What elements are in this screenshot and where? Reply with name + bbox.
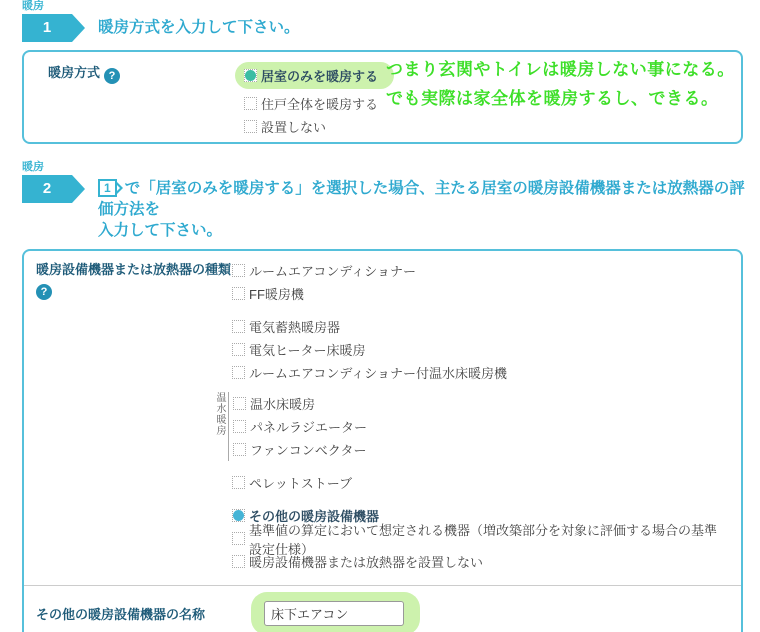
checkbox-electric-floor[interactable]: 電気ヒーター床暖房 xyxy=(232,338,729,361)
section-equipment-type xyxy=(22,161,760,632)
radio-other-equipment[interactable]: その他の暖房設備機器 xyxy=(232,504,729,527)
checkbox-icon[interactable] xyxy=(233,420,246,433)
section-2-title: 1 で「居室のみを暖房する」を選択した場合、主たる居室の暖房設備機器または放熱器の評価方法を 入力して下さい。 xyxy=(98,180,745,239)
checkbox-pellet-stove[interactable]: ペレットストーブ xyxy=(232,471,729,494)
other-equipment-name-label: その他の暖房設備機器の名称 xyxy=(36,606,206,622)
other-equipment-name-input[interactable] xyxy=(264,601,404,626)
heating-method-label: 暖房方式 ? xyxy=(48,62,244,138)
checkbox-ac-floor-heating[interactable]: ルームエアコンディショナー付温水床暖房機 xyxy=(232,361,729,384)
radio-checked-icon[interactable] xyxy=(232,509,245,522)
equipment-type-box xyxy=(22,249,743,632)
checkbox-standard-assumed-equipment[interactable]: 基準値の算定において想定される機器（増改築部分を対象に評価する場合の基準設定仕様） xyxy=(232,527,729,550)
checkbox-electric-storage[interactable]: 電気蓄熱暖房器 xyxy=(232,315,729,338)
checkbox-icon[interactable] xyxy=(232,532,245,545)
checkbox-icon[interactable] xyxy=(232,343,245,356)
help-icon[interactable]: ? xyxy=(36,284,52,300)
heating-method-box xyxy=(22,50,743,144)
radio-option-whole-dwelling[interactable]: 住戸全体を暖房する xyxy=(244,92,394,115)
section-2-header xyxy=(22,175,760,241)
help-icon[interactable]: ? xyxy=(104,68,120,84)
other-equipment-name-row xyxy=(24,586,741,632)
section-1-title: 暖房方式を入力して下さい。 xyxy=(98,19,300,36)
checkbox-icon[interactable] xyxy=(232,555,245,568)
step-badge-2: 2 xyxy=(22,175,72,203)
hot-water-group-items xyxy=(228,392,367,461)
equipment-type-label: 暖房設備機器または放熱器の種類 ? xyxy=(36,262,232,298)
section-heating-method xyxy=(22,0,760,144)
checkbox-icon[interactable] xyxy=(232,320,245,333)
radio-option-living-only[interactable] xyxy=(244,62,394,89)
checkbox-hot-water-floor[interactable]: 温水床暖房 xyxy=(233,392,367,415)
checkbox-icon[interactable] xyxy=(232,366,245,379)
checkbox-icon[interactable] xyxy=(233,443,246,456)
step-1-ref-icon: 1 xyxy=(98,179,117,197)
section-1-header xyxy=(22,14,760,42)
checkbox-icon[interactable] xyxy=(233,397,246,410)
checkbox-icon[interactable] xyxy=(232,287,245,300)
handwritten-annotation: つまり玄関やトイレは暖房しない事になる。 でも実際は家全体を暖房するし、できる。 xyxy=(386,60,735,108)
checkbox-icon[interactable] xyxy=(244,97,257,110)
radio-checked-icon[interactable] xyxy=(244,69,257,82)
checkbox-icon[interactable] xyxy=(244,120,257,133)
checkbox-panel-radiator[interactable]: パネルラジエーター xyxy=(233,415,367,438)
radio-option-none[interactable]: 設置しない xyxy=(244,115,394,138)
hot-water-group-label: 温水暖房 xyxy=(214,392,225,436)
hot-water-heating-group xyxy=(212,392,729,461)
selected-option-highlight[interactable]: 居室のみを暖房する xyxy=(235,62,394,89)
category-label: 暖房 xyxy=(22,161,44,173)
checkbox-room-ac[interactable]: ルームエアコンディショナー xyxy=(232,259,729,282)
checkbox-icon[interactable] xyxy=(232,264,245,277)
checkbox-icon[interactable] xyxy=(232,476,245,489)
input-highlight xyxy=(251,592,420,632)
category-label: 暖房 xyxy=(22,0,44,12)
step-badge-1: 1 xyxy=(22,14,72,42)
equipment-type-row xyxy=(24,259,741,573)
equipment-options xyxy=(214,259,729,573)
heating-method-options xyxy=(244,62,394,138)
checkbox-ff-heater[interactable]: FF暖房機 xyxy=(232,282,729,305)
checkbox-fan-convector[interactable]: ファンコンベクター xyxy=(233,438,367,461)
checkbox-no-equipment[interactable]: 暖房設備機器または放熱器を設置しない xyxy=(232,550,729,573)
